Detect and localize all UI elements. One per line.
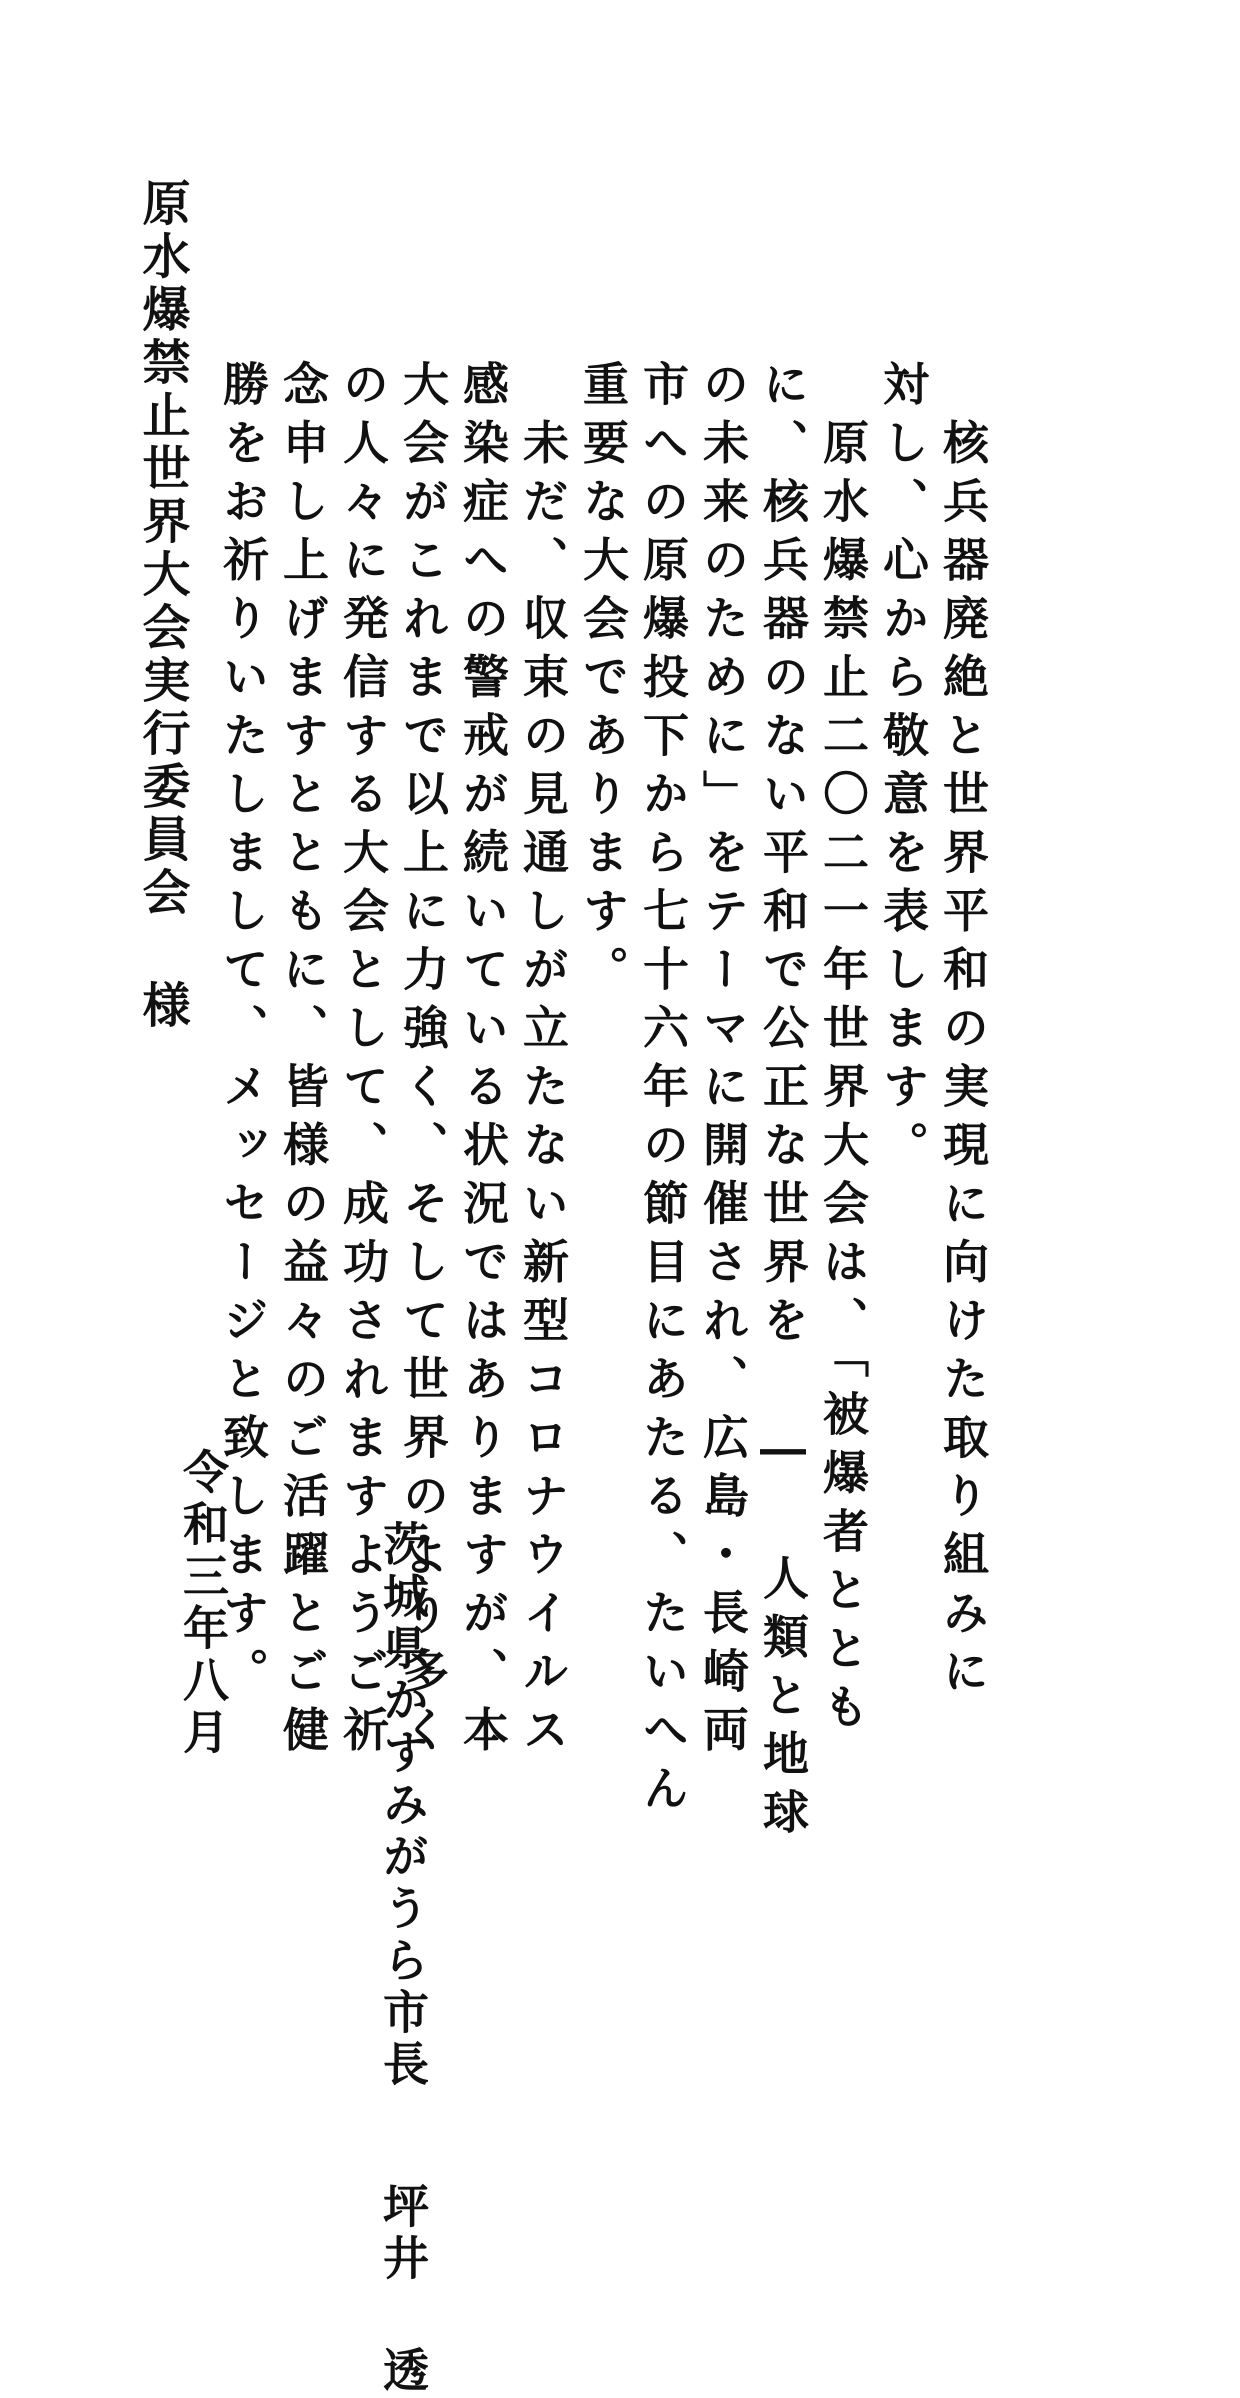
body-line-9: 感染症への警戒が続いている状況ではありますが、本: [456, 360, 510, 1764]
signature-office: 茨城県かすみがうら市長: [376, 1520, 430, 2092]
signature-given-name: 透: [376, 2346, 430, 2398]
addressee: [134, 178, 190, 1033]
addressee-name: 原水爆禁止世界大会実行委員会: [134, 178, 190, 920]
body-line-12: 念申し上げますとともに、皆様の益々のご活躍とご健: [276, 360, 330, 1764]
body-line-8: 未だ、収束の見通しが立たない新型コロナウイルス: [516, 360, 570, 1764]
body-line-6: 市への原爆投下から七十六年の節目にあたる、たいへん: [636, 360, 690, 1823]
body-line-2: 対し、心から敬意を表します。: [876, 360, 930, 1179]
body-line-13: 勝をお祈りいたしまして、メッセージと致します。: [216, 360, 270, 1706]
body-line-1: 核兵器廃絶と世界平和の実現に向けた取り組みに: [936, 360, 990, 1706]
date: 令和三年八月: [176, 1448, 230, 1760]
signature-surname: 坪井: [376, 2182, 430, 2286]
body-line-10: 大会がこれまで以上に力強く、そして世界のより多く: [396, 360, 450, 1764]
body-line-5: の未来のために」をテーマに開催され、広島・長崎両: [696, 360, 750, 1764]
body-line-11: の人々に発信する大会として、成功されますようご祈: [336, 360, 390, 1764]
body-line-4: に、核兵器のない平和で公正な世界を ― 人類と地球: [756, 360, 810, 1847]
body-line-7: 重要な大会であります。: [576, 360, 630, 1004]
body-line-3: 原水爆禁止二〇二一年世界大会は、「被爆者ととも: [816, 360, 870, 1741]
signature: [376, 1520, 430, 2398]
addressee-honorific: 様: [134, 980, 190, 1033]
